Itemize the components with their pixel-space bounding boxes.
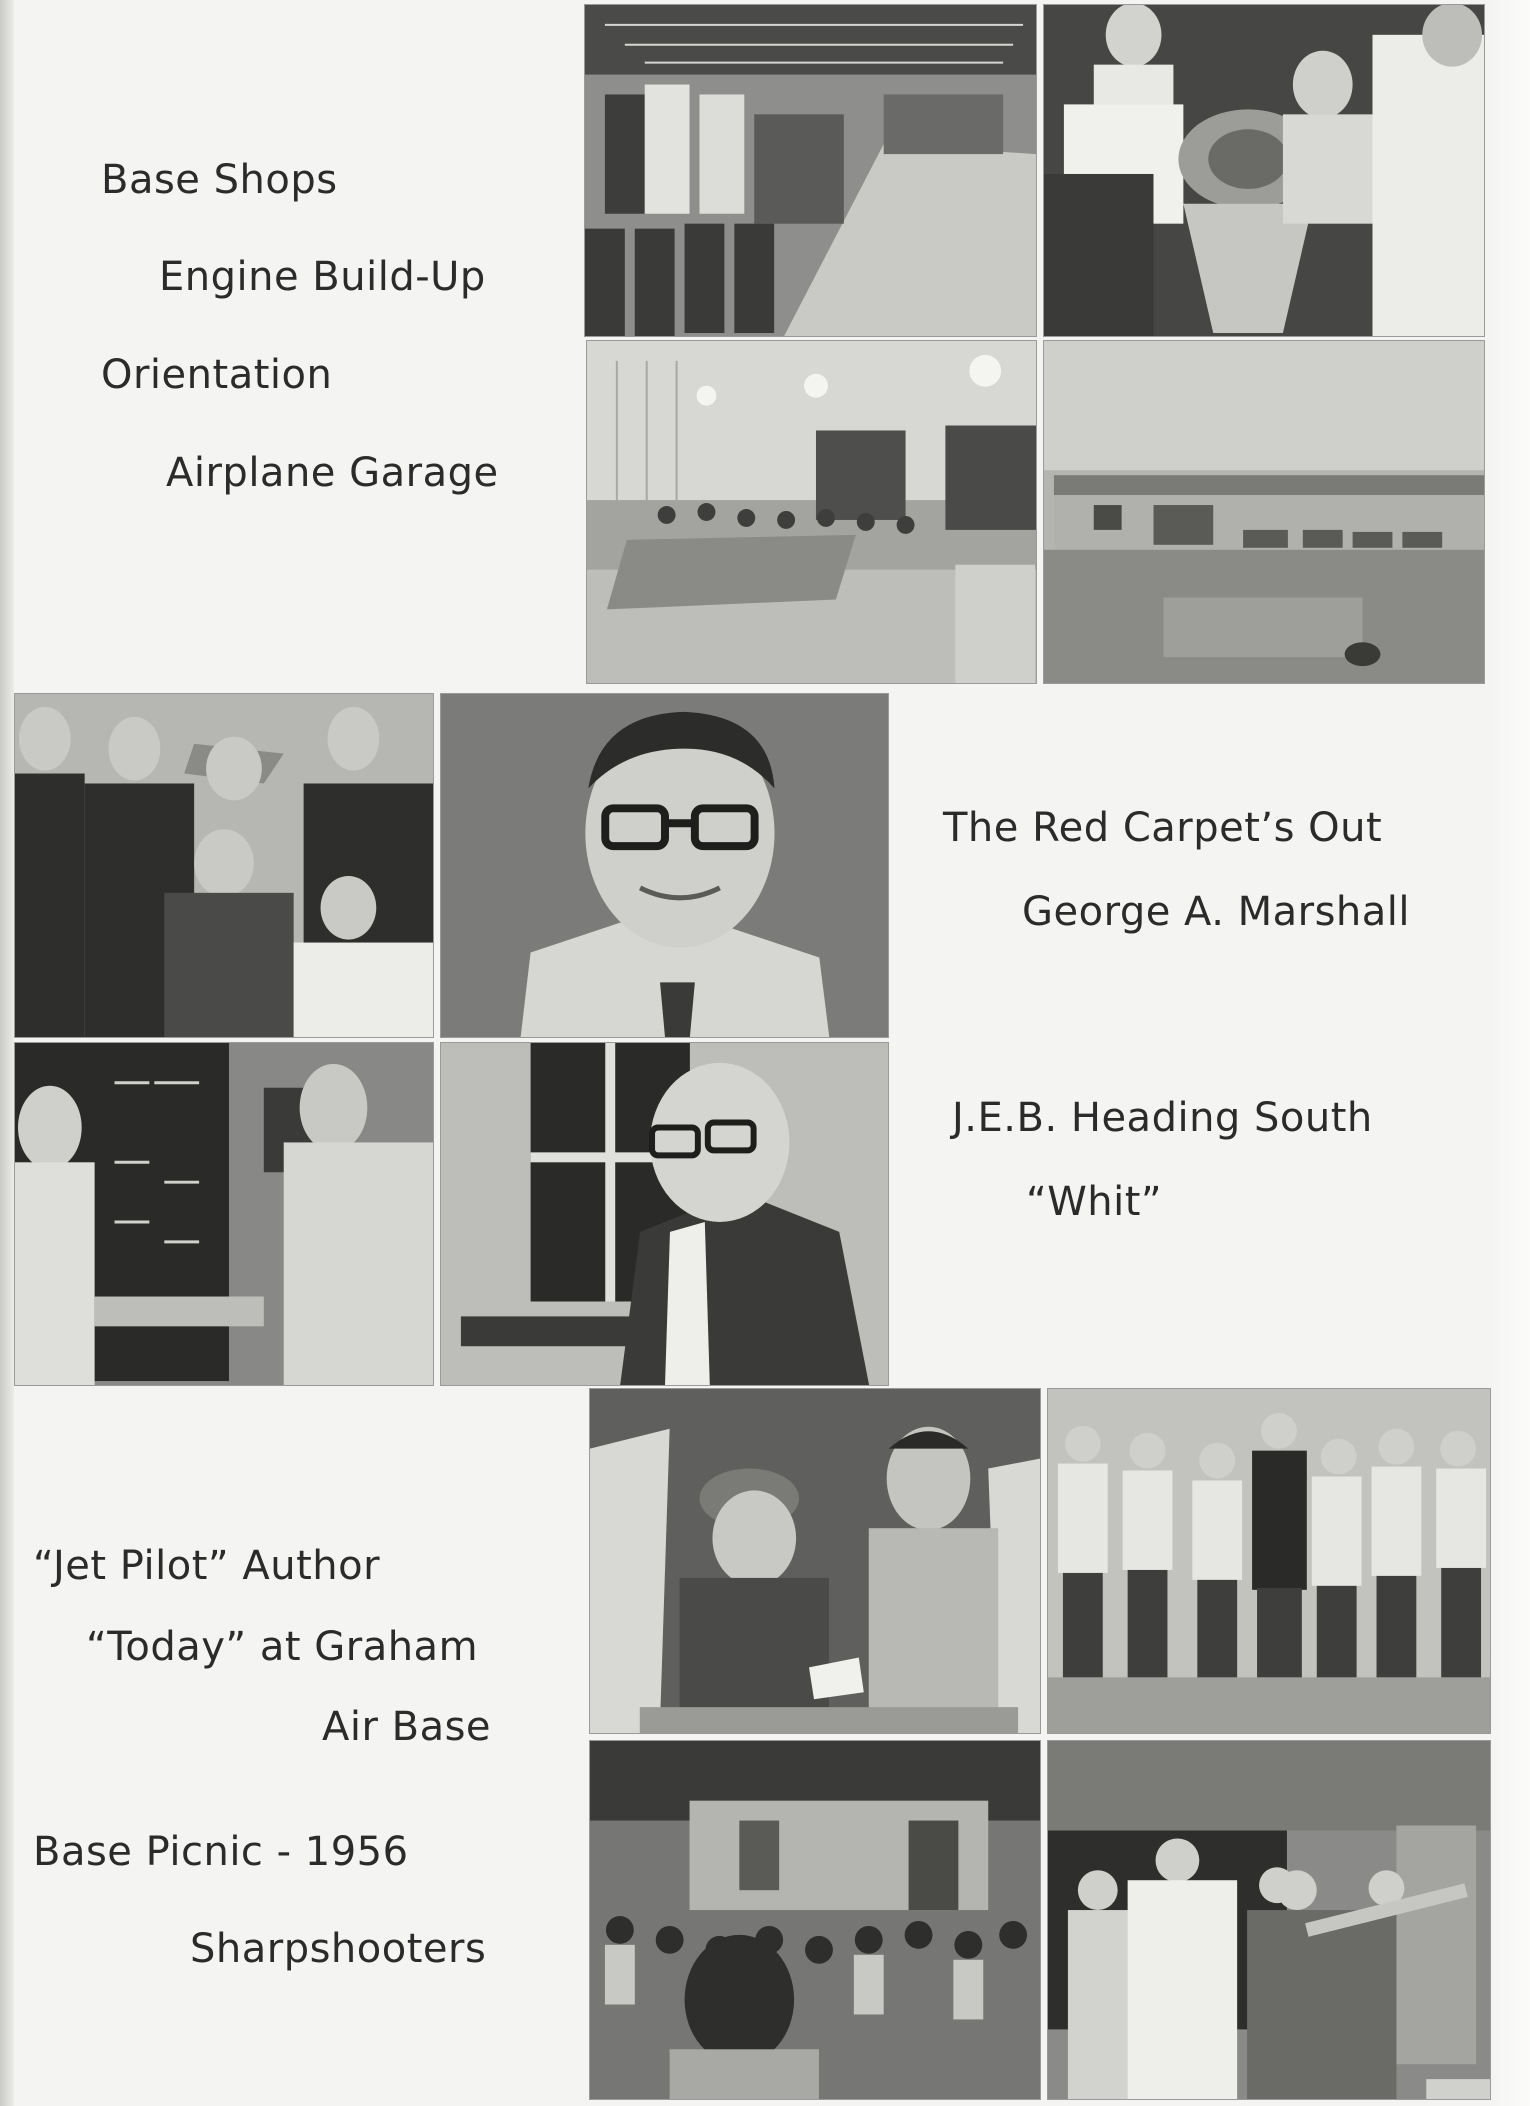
photo-jeb-heading-south xyxy=(14,1042,434,1386)
caption-today-at-graham: “Today” at Graham xyxy=(86,1624,479,1670)
photo-base-shops xyxy=(584,4,1037,337)
caption-base-shops: Base Shops xyxy=(101,157,338,203)
photo-red-carpet xyxy=(14,693,434,1038)
photo-engine-build-up xyxy=(1043,4,1485,337)
caption-whit: “Whit” xyxy=(1026,1179,1163,1225)
caption-sharpshooters: Sharpshooters xyxy=(190,1926,487,1972)
photo-orientation xyxy=(586,340,1037,684)
photo-sharpshooters xyxy=(1047,1740,1491,2100)
page-edge xyxy=(1490,0,1530,2106)
caption-airplane-garage: Airplane Garage xyxy=(166,450,499,496)
caption-jeb-heading-south: J.E.B. Heading South xyxy=(952,1095,1373,1141)
photo-whit xyxy=(440,1042,889,1386)
page-binding-shadow xyxy=(0,0,14,2106)
caption-jet-pilot-author: “Jet Pilot” Author xyxy=(33,1543,381,1589)
caption-base-picnic: Base Picnic - 1956 xyxy=(33,1829,409,1875)
caption-orientation: Orientation xyxy=(101,352,333,398)
photo-airplane-garage xyxy=(1043,340,1485,684)
caption-engine-build-up: Engine Build-Up xyxy=(159,254,486,300)
caption-red-carpet: The Red Carpet’s Out xyxy=(943,805,1383,851)
photo-today-at-graham xyxy=(1047,1388,1491,1734)
photo-jet-pilot-author xyxy=(589,1388,1041,1734)
photo-george-marshall xyxy=(440,693,889,1038)
photo-base-picnic xyxy=(589,1740,1041,2100)
caption-air-base: Air Base xyxy=(322,1704,492,1750)
caption-george-marshall: George A. Marshall xyxy=(1022,889,1411,935)
